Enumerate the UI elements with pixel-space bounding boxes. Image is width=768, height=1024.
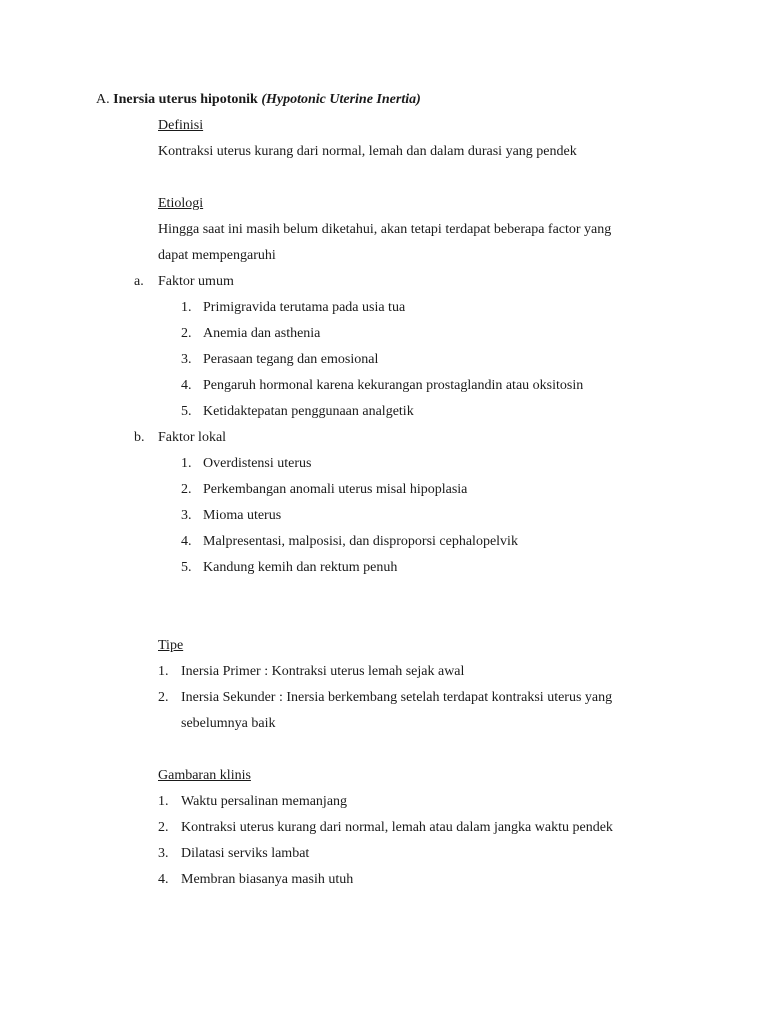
list-item: Membran biasanya masih utuh	[181, 872, 354, 887]
list-item: Dilatasi serviks lambat	[181, 846, 310, 861]
list-item-number: 1.	[181, 300, 192, 315]
list-item: Mioma uterus	[203, 508, 282, 523]
list-item: Inersia Sekunder : Inersia berkembang setelah terdapat kontraksi uterus yang	[181, 690, 613, 705]
list-item-number: 4.	[181, 534, 192, 549]
list-item: Kontraksi uterus kurang dari normal, lemah atau dalam jangka waktu pendek	[181, 820, 613, 835]
list-item-number: 4.	[181, 378, 192, 393]
list-item: Kandung kemih dan rektum penuh	[203, 560, 398, 575]
list-item: Ketidaktepatan penggunaan analgetik	[203, 404, 414, 419]
list-item-number: 2.	[158, 690, 169, 705]
list-item: Perasaan tegang dan emosional	[203, 352, 379, 367]
faktor-umum-label: Faktor umum	[158, 274, 234, 289]
list-item-number: 1.	[158, 664, 169, 679]
list-item: Pengaruh hormonal karena kekurangan prostaglandin atau oksitosin	[203, 378, 584, 393]
list-item: Perkembangan anomali uterus misal hipoplasia	[203, 482, 468, 497]
section-heading	[96, 91, 421, 109]
list-item: Malpresentasi, malposisi, dan disproporsi cephalopelvik	[203, 534, 518, 549]
list-item: Waktu persalinan memanjang	[181, 794, 348, 809]
heading-title: Inersia uterus hipotonik	[113, 92, 258, 107]
faktor-lokal-label: Faktor lokal	[158, 430, 227, 445]
list-item-number: 3.	[181, 508, 192, 523]
list-item: Primigravida terutama pada usia tua	[203, 300, 406, 315]
list-item-number: 2.	[181, 482, 192, 497]
list-item: Anemia dan asthenia	[203, 326, 321, 341]
list-item-number: 4.	[158, 872, 169, 887]
list-item-continuation: sebelumnya baik	[181, 716, 276, 731]
etiologi-label: Etiologi	[158, 196, 204, 211]
list-item-number: 1.	[181, 456, 192, 471]
heading-marker: A.	[96, 92, 110, 107]
list-item: Overdistensi uterus	[203, 456, 312, 471]
etiologi-text-line2: dapat mempengaruhi	[158, 248, 276, 263]
list-item-number: 2.	[181, 326, 192, 341]
list-item-number: 3.	[158, 846, 169, 861]
list-item-number: 3.	[181, 352, 192, 367]
definisi-text: Kontraksi uterus kurang dari normal, lemah dan dalam durasi yang pendek	[158, 144, 577, 159]
definisi-label: Definisi	[158, 118, 204, 133]
heading-title-english: (Hypotonic Uterine Inertia)	[261, 92, 421, 107]
tipe-label: Tipe	[158, 638, 184, 653]
list-item-number: 5.	[181, 560, 192, 575]
list-item-number: 1.	[158, 794, 169, 809]
list-item-number: 2.	[158, 820, 169, 835]
list-item: Inersia Primer : Kontraksi uterus lemah sejak awal	[181, 664, 465, 679]
faktor-lokal-marker: b.	[134, 430, 145, 445]
gambaran-klinis-label: Gambaran klinis	[158, 768, 251, 783]
etiologi-text-line1: Hingga saat ini masih belum diketahui, akan tetapi terdapat beberapa factor yang	[158, 222, 612, 237]
faktor-umum-marker: a.	[134, 274, 144, 289]
list-item-number: 5.	[181, 404, 192, 419]
